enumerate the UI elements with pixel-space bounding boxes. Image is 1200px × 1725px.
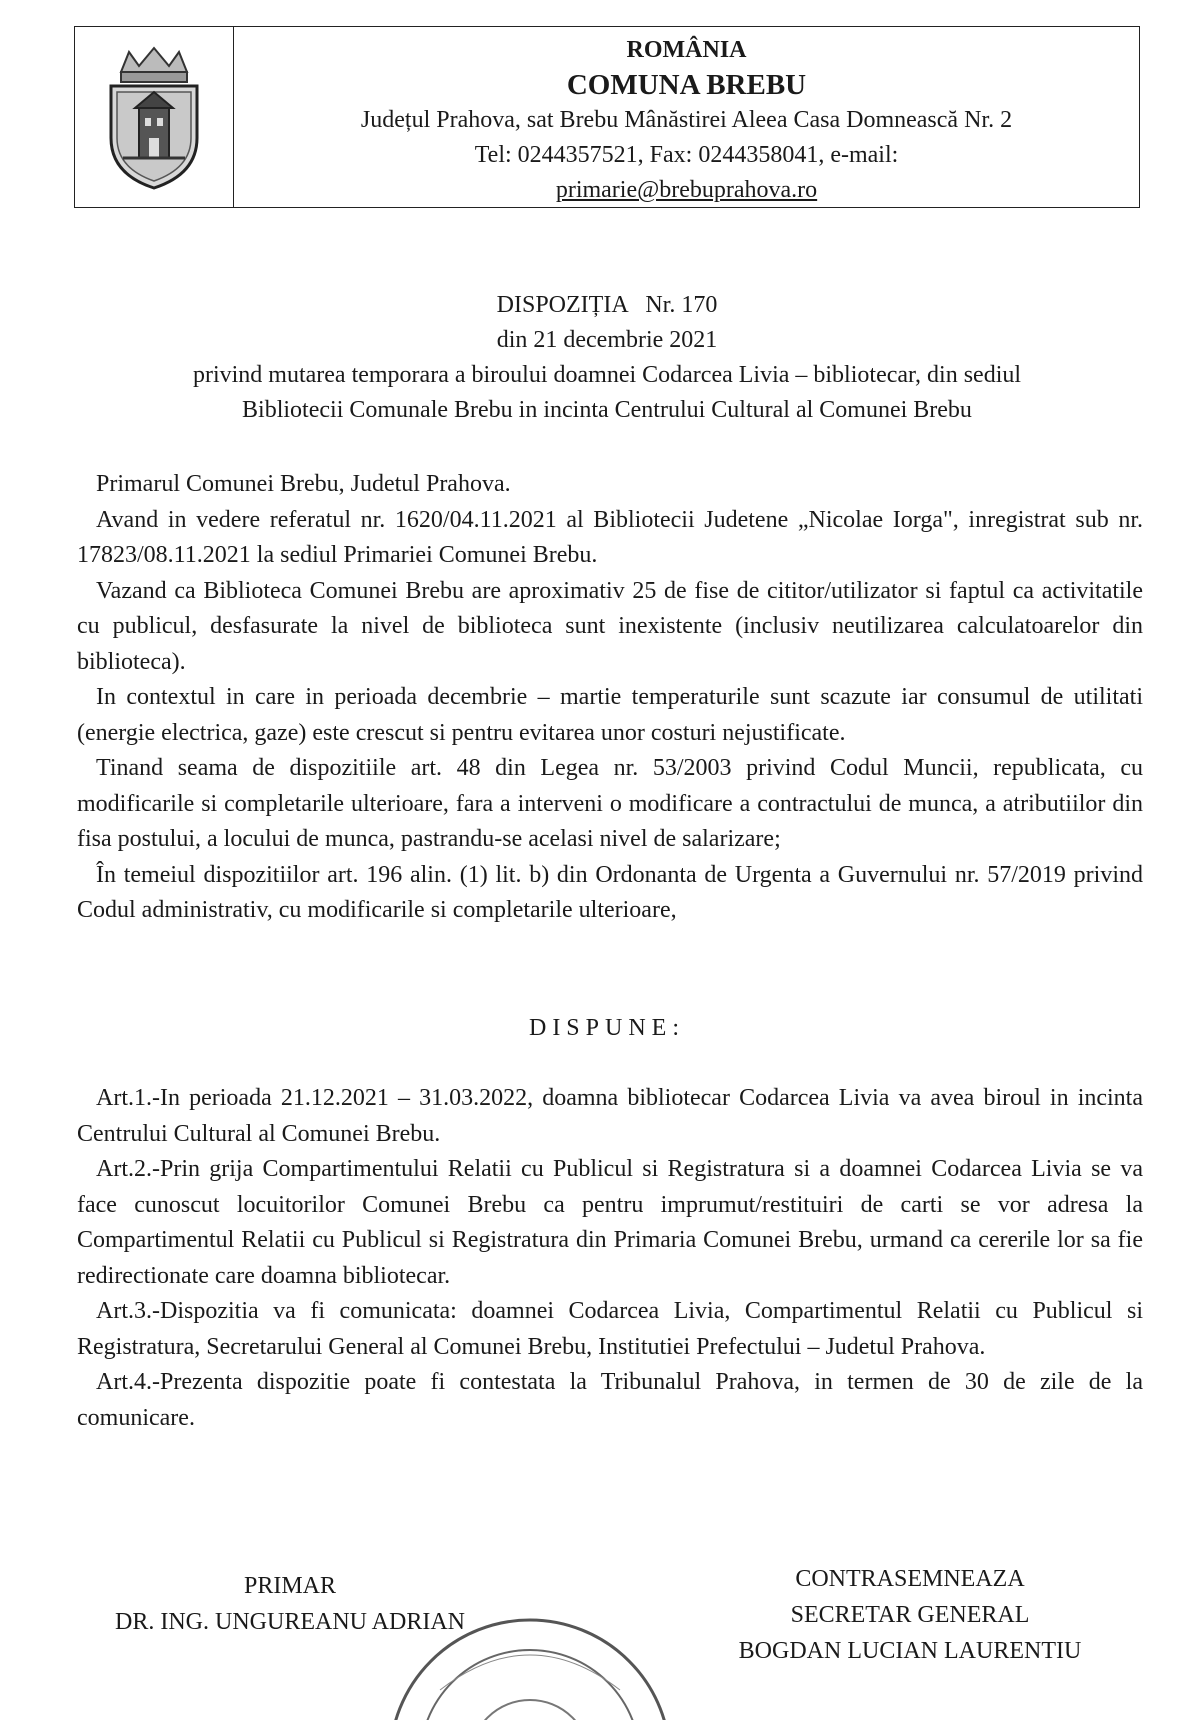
article-4: Art.4.-Prezenta dispozitie poate fi contestata la Tribunalul Prahova, in termen de 30 de zile de la comunicare. (77, 1369, 1143, 1431)
secretary-role: CONTRASEMNEAZA (795, 1566, 1025, 1592)
secretary-name: BOGDAN LUCIAN LAURENTIU (738, 1638, 1082, 1664)
paragraph: Primarul Comunei Brebu, Judetul Prahova. (96, 471, 511, 497)
letterhead (74, 26, 1140, 208)
address-line: Județul Prahova, sat Brebu Mânăstirei Aleea Casa Domnească Nr. 2 (360, 107, 1013, 133)
signature-secretary (700, 1561, 1120, 1669)
country-name: ROMÂNIA (626, 37, 747, 63)
coat-of-arms-icon (99, 42, 209, 192)
preamble (77, 467, 1143, 929)
crest-cell (75, 27, 234, 207)
paragraph: Vazand ca Biblioteca Comunei Brebu are aproximativ 25 de fise de cititor/utilizator si faptul ca activitatile cu publicul, desfasurate la nivel de biblioteca sunt inexistente (inclusiv neutilizarea calculatoarelor din biblioteca). (77, 577, 1143, 675)
subject-line-1: privind mutarea temporara a biroului doamnei Codarcea Livia – bibliotecar, din sediul (192, 362, 1022, 388)
mayor-name: DR. ING. UNGUREANU ADRIAN (115, 1609, 465, 1635)
letterhead-text (234, 27, 1139, 207)
article-3: Art.3.-Dispozitia va fi comunicata: doamnei Codarcea Livia, Compartimentul Relatii cu Publicul si Registratura, Secretarului General al Comunei Brebu, Institutiei Prefectului – Judetul Prahova. (77, 1298, 1143, 1360)
disposition-date: din 21 decembrie 2021 (496, 327, 718, 353)
commune-name: COMUNA BREBU (566, 69, 807, 101)
paragraph: Avand in vedere referatul nr. 1620/04.11.2021 al Bibliotecii Judetene „Nicolae Iorga", inregistrat sub nr. 17823/08.11.2021 la sediul Primariei Comunei Brebu. (77, 506, 1143, 568)
official-stamp-icon (380, 1610, 680, 1725)
disposition-heading: DISPOZIȚIA Nr. 170 (496, 292, 718, 318)
paragraph: In contextul in care in perioada decembrie – martie temperaturile sunt scazute iar consumul de utilitati (energie electrica, gaze) este crescut si pentru evitarea unor costuri nejustificate. (77, 684, 1143, 746)
paragraph: Tinand seama de dispozitiile art. 48 din Legea nr. 53/2003 privind Codul Muncii, republicata, cu modificarile si completarile ulterioare, fara a interveni o modificare a contractului de munca, a atributiilor din fisa postului, a locului de munca, pastrandu-se acelasi nivel de salarizare; (77, 755, 1143, 852)
dispune-heading: DISPUNE: (528, 1015, 685, 1041)
article-1: Art.1.-In perioada 21.12.2021 – 31.03.2022, doamna bibliotecar Codarcea Livia va avea biroul in incinta Centrului Cultural al Comunei Brebu. (77, 1085, 1143, 1147)
mayor-role: PRIMAR (243, 1573, 337, 1599)
email-link[interactable]: primarie@brebuprahova.ro (555, 177, 818, 203)
secretary-title: SECRETAR GENERAL (790, 1602, 1030, 1628)
paragraph: În temeiul dispozitiilor art. 196 alin. (1) lit. b) din Ordonanta de Urgenta a Guvernului nr. 57/2019 privind Codul administrativ, cu modificarile si completarile ulterioare, (77, 861, 1143, 923)
article-2: Art.2.-Prin grija Compartimentului Relatii cu Publicul si Registratura si a doamnei Codarcea Livia se va face cunoscut locuitorilor Comunei Brebu ca pentru imprumut/restituiri de carti se vor adresa la Compartimentul Relatii cu Publicul si Registratura din Primaria Comunei Brebu, urmand ca cererile lor sa fie redirectionate care doamna bibliotecar. (77, 1156, 1143, 1289)
subject-line-2: Bibliotecii Comunale Brebu in incinta Centrului Cultural al Comunei Brebu (242, 397, 972, 423)
articles (77, 1081, 1143, 1436)
document-title (74, 288, 1140, 428)
contact-line: Tel: 0244357521, Fax: 0244358041, e-mail: (474, 142, 899, 168)
